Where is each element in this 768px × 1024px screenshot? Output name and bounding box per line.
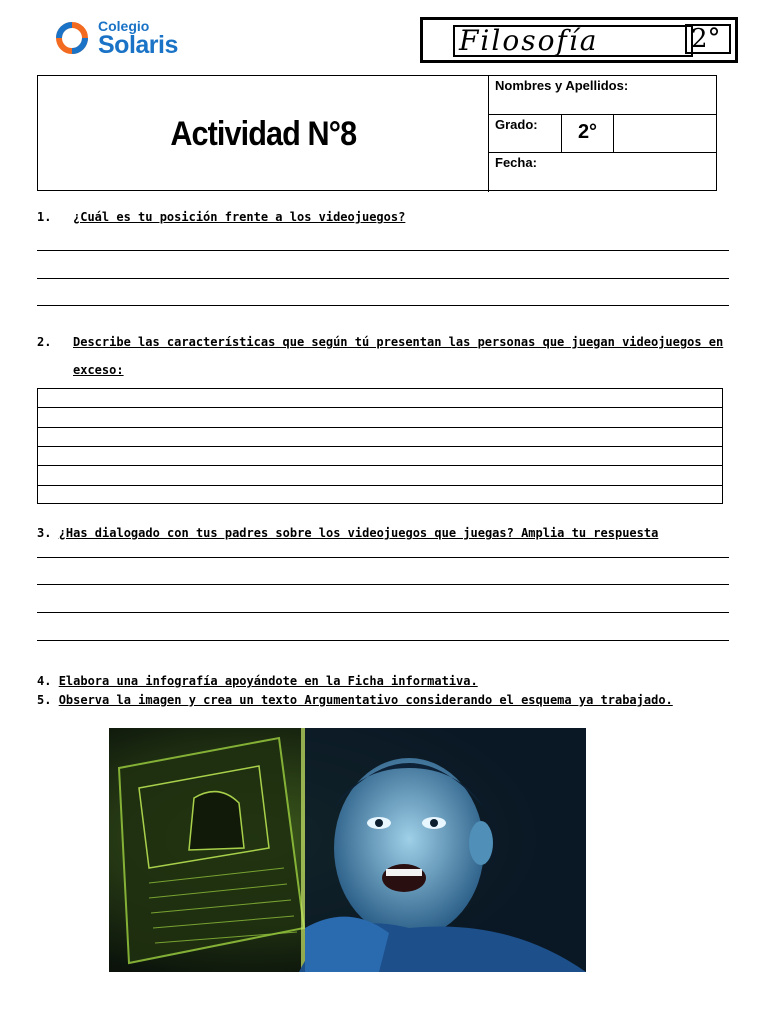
question-3 (37, 526, 658, 540)
date-field[interactable] (489, 153, 717, 192)
answer-row[interactable] (38, 389, 722, 408)
grade-field (489, 115, 717, 153)
subject-banner (420, 17, 738, 63)
name-field[interactable] (489, 76, 717, 115)
answer-line[interactable] (37, 305, 729, 306)
name-label: Nombres y Apellidos: (495, 78, 629, 93)
answer-line[interactable] (37, 584, 729, 585)
question-number: 1. (37, 210, 52, 224)
header-table (37, 75, 717, 191)
date-label: Fecha: (495, 155, 537, 170)
answer-row[interactable] (38, 486, 722, 505)
question-number: 4. (37, 674, 52, 688)
question-4 (37, 674, 478, 688)
answer-row[interactable] (38, 447, 722, 466)
question-text: Describe las características que según tú presentan las personas que juegan videojuegos en (73, 335, 724, 349)
solaris-logo-icon (52, 18, 92, 58)
answer-row[interactable] (38, 466, 722, 485)
activity-title: Actividad N°8 (170, 114, 356, 153)
question-text: ¿Cuál es tu posición frente a los videojuegos? (73, 210, 406, 224)
answer-line[interactable] (37, 612, 729, 613)
answer-line[interactable] (37, 557, 729, 558)
answer-line[interactable] (37, 278, 729, 279)
question-text: Observa la imagen y crea un texto Argumentativo considerando el esquema ya trabajado. (58, 693, 673, 707)
subject-title: Filosofía (459, 24, 599, 57)
grade-label: Grado: (495, 117, 538, 132)
answer-row[interactable] (38, 408, 722, 427)
question-number: 2. (37, 335, 52, 349)
question-number: 3. (37, 526, 52, 540)
question-5 (37, 693, 673, 707)
subject-title-box (453, 25, 693, 57)
question-2 (37, 335, 723, 349)
answer-line[interactable] (37, 640, 729, 641)
question-2-continued (73, 363, 124, 377)
subject-grade-box (685, 24, 731, 54)
activity-title-cell (38, 76, 489, 192)
grade-value: 2° (561, 115, 614, 152)
answer-grid (37, 388, 723, 504)
school-logo (52, 18, 178, 58)
logo-line-1: Colegio (98, 17, 150, 34)
answer-row[interactable] (38, 428, 722, 447)
question-text-continued: exceso: (73, 363, 124, 377)
question-1 (37, 210, 405, 224)
child-gaming-photo (109, 728, 586, 972)
logo-line-2: Solaris (98, 30, 178, 59)
question-text: ¿Has dialogado con tus padres sobre los videojuegos que juegas? Amplia tu respuesta (58, 526, 659, 540)
answer-line[interactable] (37, 250, 729, 251)
question-number: 5. (37, 693, 52, 707)
subject-grade: 2° (691, 24, 721, 54)
question-text: Elabora una infografía apoyándote en la Ficha informativa. (58, 674, 478, 688)
